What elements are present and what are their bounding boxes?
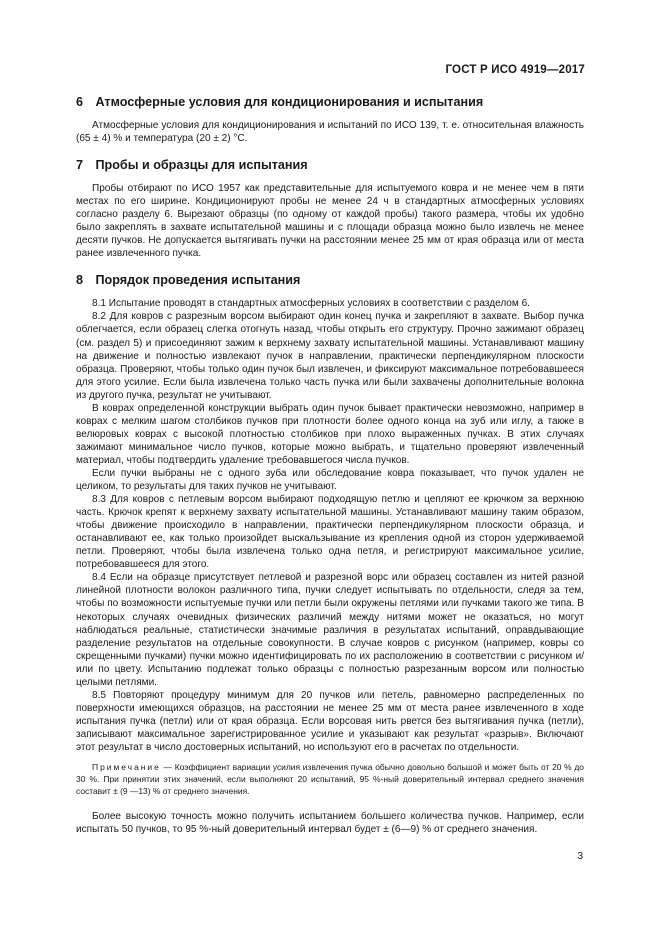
paragraph-8-2-cont: Если пучки выбраны не с одного зуба или обследование ковра показывает, что пучок удален не целиком, то результаты для таких пучков не учитывают. <box>76 467 584 493</box>
section-number: 6 <box>76 95 84 109</box>
document-code-header: ГОСТ Р ИСО 4919—2017 <box>445 64 585 76</box>
section-7 <box>76 157 584 260</box>
section-8 <box>76 272 584 835</box>
section-heading <box>76 157 584 173</box>
paragraph-8-4: 8.4 Если на образце присутствует петлевой и разрезной ворс или образец составлен из нитей разной линейной плотности волокон различного типа, пучки следует испытывать по отдельности, следя за тем, чтобы по возможности испытуемые пучки или петли были окружены петлями или пучками такого же типа. В некоторых случаях очевидных физических различий между нитями может не оказаться, но могут наблюдаться реальные, статистически значимые различия в результатах испытаний, оправдывающие разделение результатов на отдельные совокупности. В случае ковров с рисунком (например, ковры со скрещенными пучками) пучки можно идентифицировать по их расположению в соответствии с рисунком и/или по цвету. Испытанию подлежат только образцы с полностью разрезанным ворсом или полностью целыми петлями. <box>76 572 584 688</box>
section-heading <box>76 272 584 288</box>
section-number: 8 <box>76 273 84 288</box>
paragraph-8-1: 8.1 Испытание проводят в стандартных атмосферных условиях в соответствии с разделом 6. <box>92 298 530 310</box>
paragraph-8-2: 8.2 Для ковров с разрезным ворсом выбирают один конец пучка и закрепляют в захвате. Выбор пучка облегчается, если образец слегка отогнуть назад, чтобы открыть его структуру. Прочно зажимают образец (см. раздел 5) и присоединяют зажим к верхнему захвату испытательной машины. Устанавливают машину на движение и полностью извлекают пучок в направлении, практически перпендикулярном плоскости образца. Проверяют, чтобы только один пучок был извлечен, и фиксируют максимальное потребовавшееся для этого усилие. Если была извлечена только часть пучка или были захвачены дополнительные волокна из другого пучка, результат не учитывают. <box>76 311 584 401</box>
paragraph-8-3: 8.3 Для ковров с петлевым ворсом выбирают подходящую петлю и цепляют ее крючком за верхнюю часть. Крючок крепят к верхнему захвату испытательной машины. Устанавливают машину таким образом, чтобы движение происходило в направлении, практически перпендикулярном плоскости образца, и останавливают ее, как только произойдет выскальзывание из крепления одной из сторон удерживаемой петли. Проверяют, чтобы была извлечена только одна петля, и регистрируют максимальное усилие, потребовавшееся для этого. <box>76 494 584 571</box>
page-number: 3 <box>577 851 583 862</box>
document-body <box>76 94 584 848</box>
section-title: Пробы и образцы для испытания <box>95 158 308 173</box>
note-label: Примечание <box>92 762 161 773</box>
note <box>76 761 584 798</box>
paragraph-8-5: 8.5 Повторяют процедуру минимум для 20 пучков или петель, равномерно распределенных по поверхности имеющихся образцов, на расстоянии не менее 25 мм от места ранее извлеченного в ходе испытания пучка (петли) или от края образца. Если ворсовая нить рвется без вытягивания пучка (петли), записывают максимальное зарегистрированное усилие и указывают как результат «разрыв». Включают этот результат в число достоверных испытаний, но используют его в расчетах по отдельности. <box>76 689 584 753</box>
section-heading <box>76 94 584 110</box>
section-number: 7 <box>76 158 84 173</box>
paragraph-closing: Более высокую точность можно получить испытанием большего количества пучков. Например, если испытать 50 пучков, то 95 %-ный доверительный интервал будет ± (6—9) % от среднего значения. <box>76 810 584 835</box>
section-title: Атмосферные условия для кондиционирования и испытания <box>95 95 484 109</box>
paragraph: Атмосферные условия для кондиционирования и испытаний по ИСО 139, т. е. относительная влажность (65 ± 4) % и температура (20 ± 2) °С. <box>76 120 584 145</box>
note-text: — Коэффициент вариации усилия извлечения пучка обычно довольно большой и может быть от 20 % до 30 %. При принятии этих значений, если выполняют 20 испытаний, 95 %-ный доверительный интервал среднего значения составит ± (9 —13) % от среднего значения. <box>76 762 584 797</box>
section-title: Порядок проведения испытания <box>95 273 301 288</box>
paragraph-8-2-cont: В коврах определенной конструкции выбрать один пучок бывает практически невозможно, например в коврах с мелким шагом столбиков пучков при плотности более одного конца на зуб или иглу, а также в велюровых коврах с высокой плотностью столбиков при плохо выраженных пучках. В этих случаях зажимают минимальное число пучков, которые можно выбрать, и тщательно проверяют извлеченный материал, чтобы подтвердить удаление требовавшегося числа пучков. <box>76 402 584 466</box>
paragraph: Пробы отбирают по ИСО 1957 как представительные для испытуемого ковра и не менее чем в пяти местах по его ширине. Кондиционируют пробы не менее 24 ч в стандартных атмосферных условиях согласно разделу 6. Вырезают образцы (по одному от каждой пробы) такого размера, чтобы их удобно было закреплять в захвате испытательной машины и с площади образца можно было извлечь не менее десяти пучков. Не допускается вытягивать пучки на расстоянии менее 25 мм от края образца или от места ранее извлеченного пучка. <box>76 183 584 260</box>
section-6 <box>76 94 584 145</box>
